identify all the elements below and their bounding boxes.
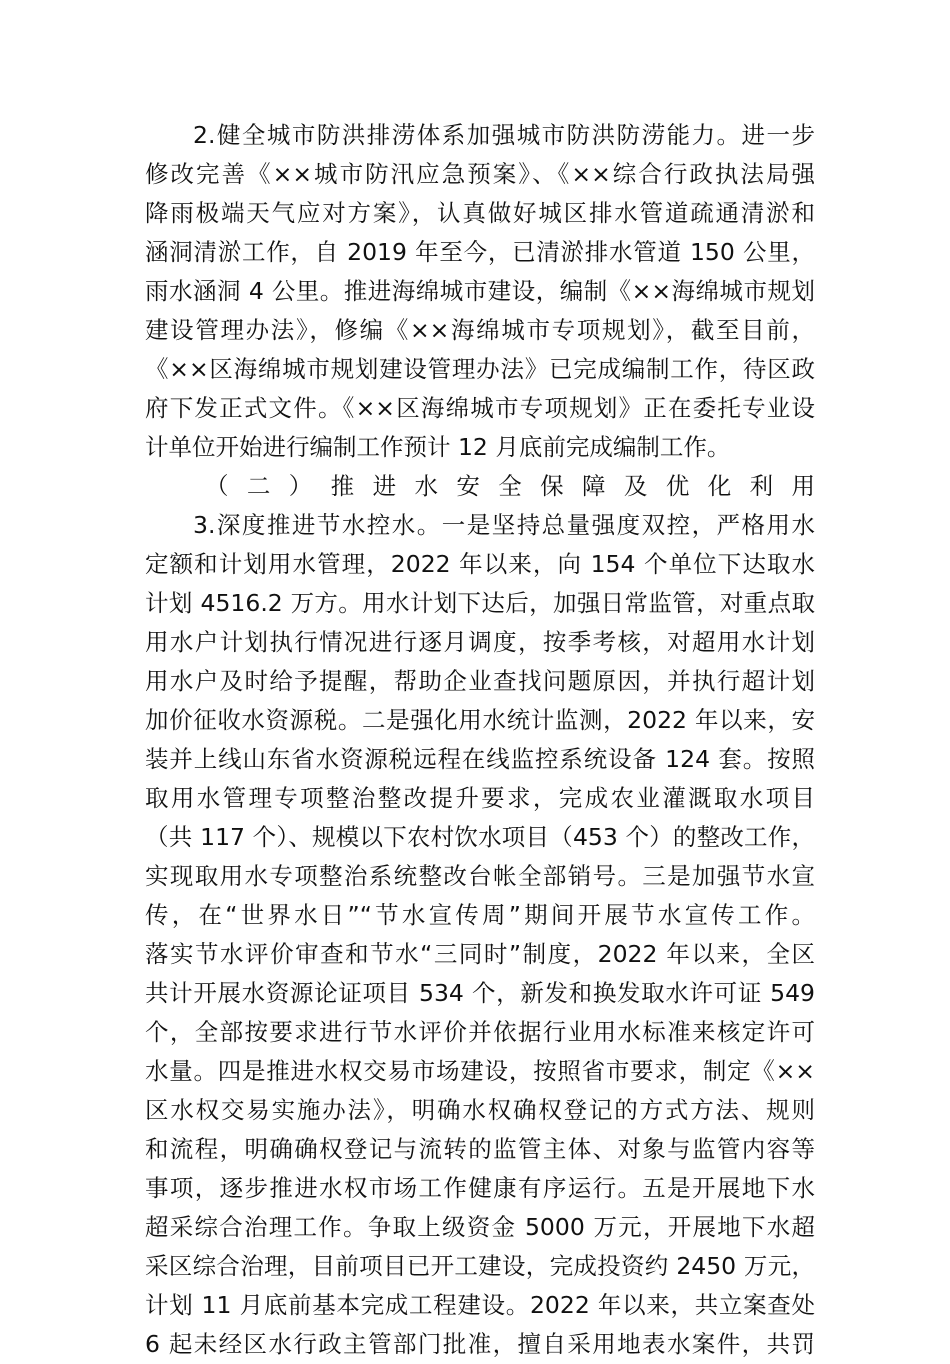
text-line: 用水户计划执行情况进行逐月调度，按季考核，对超用水计划 xyxy=(145,628,815,656)
text-line: 雨水涵洞 4 公里。推进海绵城市建设，编制《××海绵城市规划 xyxy=(145,277,815,305)
text-line: 用水户及时给予提醒，帮助企业查找问题原因，并执行超计划 xyxy=(145,667,815,695)
text-line: 计划 4516.2 万方。用水计划下达后，加强日常监管，对重点取 xyxy=(145,589,815,617)
section-heading: （二）推进水安全保障及优化利用 xyxy=(205,472,815,500)
text-line: 涵洞清淤工作，自 2019 年至今，已清淤排水管道 150 公里， xyxy=(145,238,815,266)
text-line: 2.健全城市防洪排涝体系加强城市防洪防涝能力。进一步 xyxy=(193,121,815,149)
document-page xyxy=(145,116,815,1364)
text-line: 降雨极端天气应对方案》，认真做好城区排水管道疏通清淤和 xyxy=(145,199,815,227)
paragraph-water-saving xyxy=(145,506,815,1364)
text-line: 计划 11 月底前基本完成工程建设。2022 年以来，共立案查处 xyxy=(145,1291,815,1319)
text-line: 和流程，明确确权登记与流转的监管主体、对象与监管内容等 xyxy=(145,1135,815,1163)
text-line: 共计开展水资源论证项目 534 个，新发和换发取水许可证 549 xyxy=(145,979,815,1007)
text-line: 传，在“世界水日”“节水宣传周”期间开展节水宣传工作。 xyxy=(145,901,815,929)
text-line: 府下发正式文件。《××区海绵城市专项规划》正在委托专业设 xyxy=(145,394,815,422)
text-line: （共 117 个）、规模以下农村饮水项目（453 个）的整改工作， xyxy=(145,823,815,851)
text-line: 定额和计划用水管理，2022 年以来，向 154 个单位下达取水 xyxy=(145,550,815,578)
text-line: 实现取用水专项整治系统整改台帐全部销号。三是加强节水宣 xyxy=(145,862,815,890)
text-line: 超采综合治理工作。争取上级资金 5000 万元，开展地下水超 xyxy=(145,1213,815,1241)
text-line: 采区综合治理，目前项目已开工建设，完成投资约 2450 万元， xyxy=(145,1252,815,1280)
text-line: 建设管理办法》，修编《××海绵城市专项规划》，截至目前， xyxy=(145,316,815,344)
text-line: 3.深度推进节水控水。一是坚持总量强度双控，严格用水 xyxy=(193,511,815,539)
text-line: 取用水管理专项整治整改提升要求，完成农业灌溉取水项目 xyxy=(145,784,815,812)
text-line: 修改完善《××城市防汛应急预案》、《××综合行政执法局强 xyxy=(145,160,815,188)
text-line: 《××区海绵城市规划建设管理办法》已完成编制工作，待区政 xyxy=(145,355,815,383)
text-line: 水量。四是推进水权交易市场建设，按照省市要求，制定《×× xyxy=(145,1057,815,1085)
text-line: 事项，逐步推进水权市场工作健康有序运行。五是开展地下水 xyxy=(145,1174,815,1202)
text-line: 落实节水评价审查和节水“三同时”制度，2022 年以来，全区 xyxy=(145,940,815,968)
text-line: 个，全部按要求进行节水评价并依据行业用水标准来核定许可 xyxy=(145,1018,815,1046)
text-line: 计单位开始进行编制工作预计 12 月底前完成编制工作。 xyxy=(145,433,731,461)
text-line: 区水权交易实施办法》，明确水权确权登记的方式方法、规则 xyxy=(145,1096,815,1124)
text-line: 6 起未经区水行政主管部门批准，擅自采用地表水案件，共罚 xyxy=(145,1330,815,1358)
text-line: 装并上线山东省水资源税远程在线监控系统设备 124 套。按照 xyxy=(145,745,815,773)
paragraph-flood-control xyxy=(145,116,815,467)
text-line: 加价征收水资源税。二是强化用水统计监测，2022 年以来，安 xyxy=(145,706,815,734)
